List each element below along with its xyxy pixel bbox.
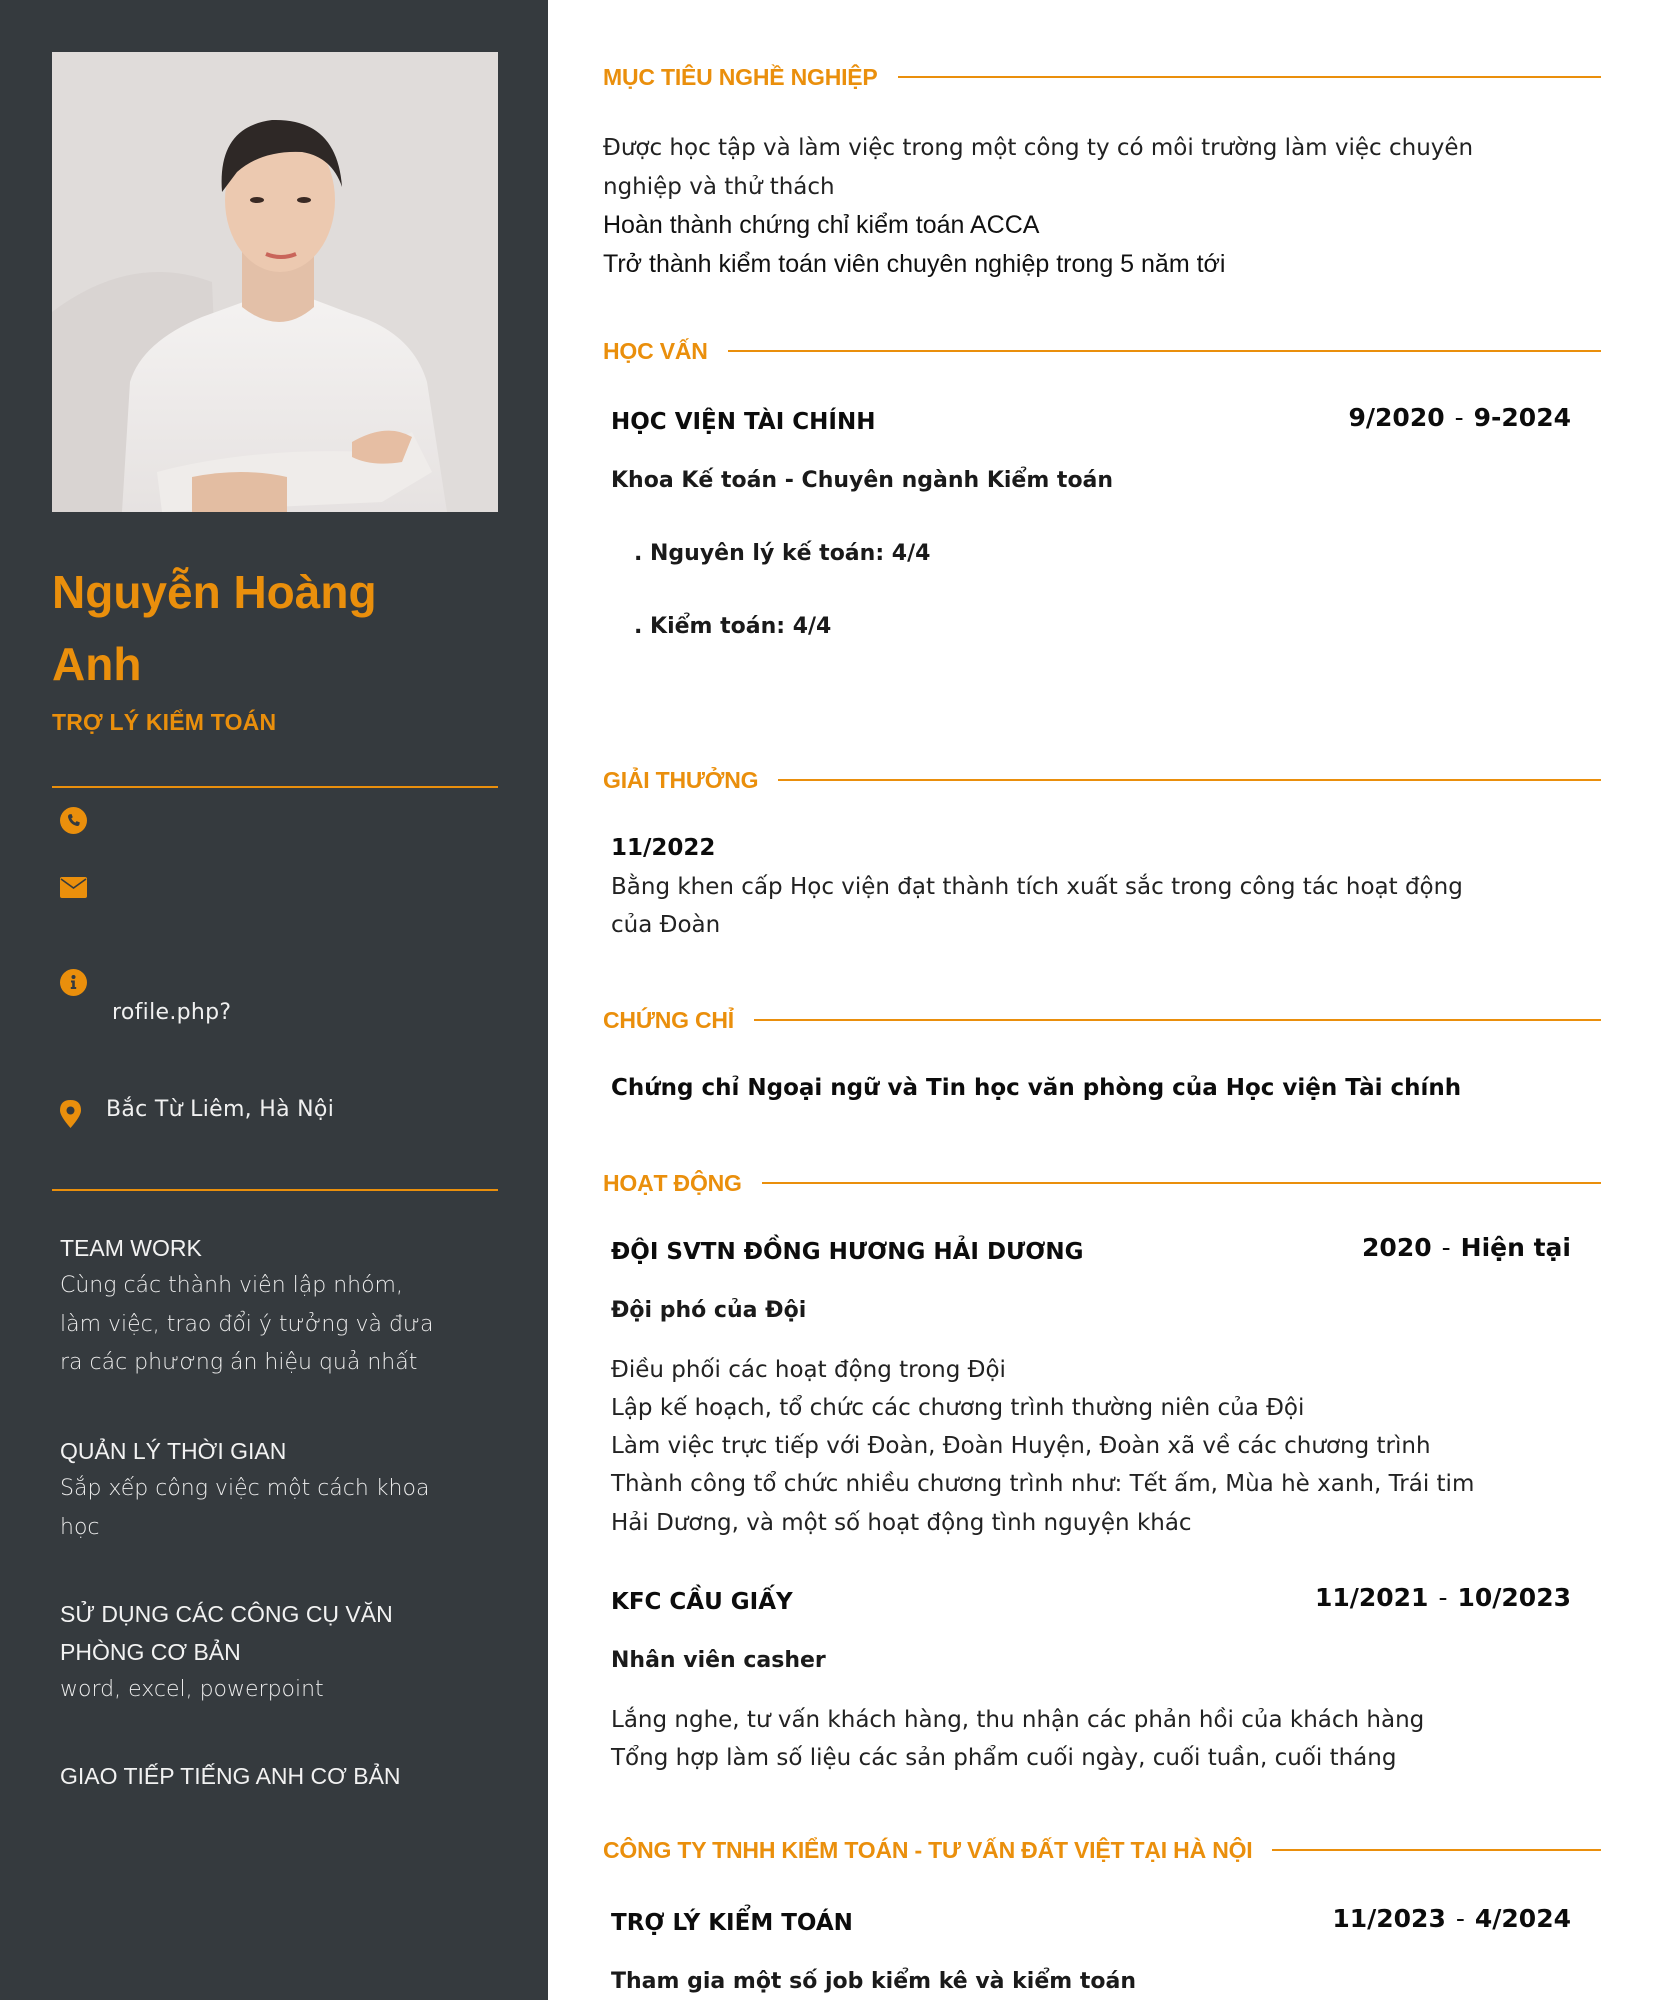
objective-line: nghiệp và thử thách [603,174,835,200]
section-title: CÔNG TY TNHH KIỂM TOÁN - TƯ VẤN ĐẤT VIỆT TẠI HÀ NỘI [603,1836,1253,1863]
objective-line: Trở thành kiểm toán viên chuyên nghiệp trong 5 năm tới [603,250,1226,278]
mail-icon [60,877,87,898]
award-line: của Đoàn [611,912,721,938]
company-dates [1332,1904,1571,1933]
name-line-2: Anh [52,638,142,690]
section-title: HOẠT ĐỘNG [603,1169,742,1196]
section-rule [754,1019,1601,1021]
end-date: 9-2024 [1473,403,1571,432]
company-line: Tham gia một số job kiểm kê và kiểm toán [611,1969,1136,1994]
activity-line: Làm việc trực tiếp với Đoàn, Đoàn Huyện, Đoàn xã về các chương trình [611,1433,1431,1459]
section-education-header [603,336,1601,366]
location-pin-icon [60,1100,81,1128]
start-date: 9/2020 [1348,403,1445,432]
start-date: 11/2021 [1314,1583,1429,1612]
website-value[interactable]: rofile.php? [112,1000,232,1025]
section-title: CHỨNG CHỈ [603,1006,735,1033]
education-grade: . Kiểm toán: 4/4 [634,614,832,639]
section-rule [762,1182,1601,1184]
activity-org: ĐỘI SVTN ĐỒNG HƯƠNG HẢI DƯƠNG [611,1239,1084,1265]
sidebar-divider-2 [52,1189,498,1191]
skill-office-tools [60,1595,500,1710]
section-rule [728,350,1601,352]
activity-line: Điều phối các hoạt động trong Đội [611,1357,1006,1383]
address-value: Bắc Từ Liêm, Hà Nội [106,1097,335,1122]
section-certificates-header [603,1005,1601,1035]
activity-role: Nhân viên casher [611,1648,826,1673]
start-date: 11/2023 [1332,1904,1446,1933]
company-role: TRỢ LÝ KIỂM TOÁN [611,1910,853,1936]
skill-time-management [60,1432,500,1547]
award-date: 11/2022 [611,835,716,861]
objective-line: Được học tập và làm việc trong một công ty có môi trường làm việc chuyên [603,135,1474,161]
date-separator: - [1454,403,1464,432]
skill-description: word, excel, powerpoint [60,1677,324,1702]
portrait-image [52,52,498,512]
job-title: TRỢ LÝ KIỂM TOÁN [52,709,277,735]
name-line-1: Nguyễn Hoàng [52,566,377,618]
activity-org: KFC CẦU GIẤY [611,1589,793,1615]
date-separator: - [1441,1233,1451,1262]
skill-name: GIAO TIẾP TIẾNG ANH CƠ BẢN [60,1763,401,1789]
sidebar [0,0,548,2000]
section-awards-header [603,765,1601,795]
section-rule [1272,1849,1601,1851]
activity-line: Lắng nghe, tư vấn khách hàng, thu nhận các phản hồi của khách hàng [611,1707,1425,1733]
profile-photo [52,52,498,512]
skill-description: ra các phương án hiệu quả nhất [60,1350,418,1375]
end-date: 4/2024 [1474,1904,1571,1933]
activity-line: Hải Dương, và một số hoạt động tình nguyện khác [611,1510,1192,1536]
skill-english [60,1757,500,1795]
award-line: Bằng khen cấp Học viện đạt thành tích xuất sắc trong công tác hoạt động [611,874,1463,900]
section-title: GIẢI THƯỞNG [603,766,759,793]
objective-line: Hoàn thành chứng chỉ kiểm toán ACCA [603,211,1040,239]
section-activities-header [603,1168,1601,1198]
activity-role: Đội phó của Đội [611,1298,807,1323]
end-date: 10/2023 [1457,1583,1571,1612]
skill-name: PHÒNG CƠ BẢN [60,1639,241,1665]
candidate-name [52,556,492,700]
section-title: HỌC VẤN [603,337,708,364]
section-objective-header [603,62,1601,92]
skill-name: QUẢN LÝ THỜI GIAN [60,1438,287,1464]
activity-line: Tổng hợp làm số liệu các sản phẩm cuối ngày, cuối tuần, cuối tháng [611,1745,1397,1771]
activity-line: Lập kế hoạch, tổ chức các chương trình thường niên của Đội [611,1395,1305,1421]
skill-description: học [60,1514,100,1540]
skill-description: làm việc, trao đổi ý tưởng và đưa [60,1311,434,1337]
certificate-item: Chứng chỉ Ngoại ngữ và Tin học văn phòng của Học viện Tài chính [611,1075,1462,1101]
end-date: Hiện tại [1460,1233,1571,1262]
date-separator: - [1438,1583,1448,1612]
activity-line: Thành công tổ chức nhiều chương trình như: Tết ấm, Mùa hè xanh, Trái tim [611,1471,1475,1497]
skill-name: SỬ DỤNG CÁC CÔNG CỤ VĂN [60,1601,393,1627]
section-rule [778,779,1601,781]
date-separator: - [1455,1904,1465,1933]
section-company-header [603,1835,1601,1865]
education-school: HỌC VIỆN TÀI CHÍNH [611,409,876,435]
education-major: Khoa Kế toán - Chuyên ngành Kiểm toán [611,468,1114,493]
section-rule [898,76,1601,78]
section-title: MỤC TIÊU NGHỀ NGHIỆP [603,63,878,90]
skill-name: TEAM WORK [60,1235,202,1261]
activity-dates [1362,1233,1571,1262]
skill-description: Cùng các thành viên lập nhóm, [60,1273,403,1298]
activity-dates [1315,1583,1571,1612]
education-dates [1349,403,1572,432]
sidebar-divider [52,786,498,788]
skill-teamwork [60,1229,500,1383]
education-grade: . Nguyên lý kế toán: 4/4 [634,541,931,566]
start-date: 2020 [1362,1233,1432,1262]
skill-description: Sắp xếp công việc một cách khoa [60,1476,430,1501]
info-icon [60,969,87,996]
phone-icon [60,807,87,834]
